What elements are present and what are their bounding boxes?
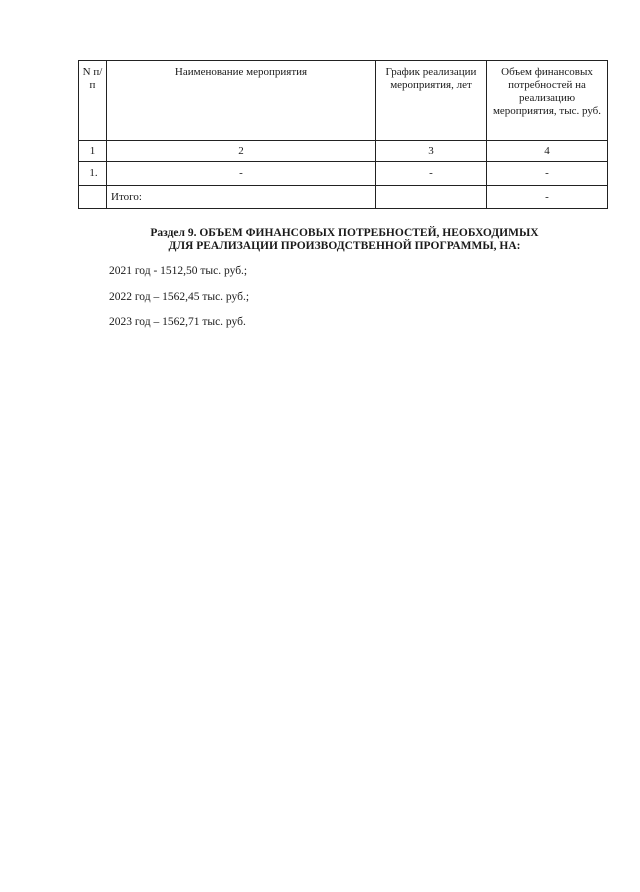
row-schedule-cell: - <box>376 162 487 186</box>
year-2023-line: 2023 год – 1562,71 тыс. руб. <box>109 316 246 328</box>
column-number-cell: 3 <box>376 141 487 162</box>
header-financial-volume: Объем финансовых потребностей на реализацию мероприятия, тыс. руб. <box>487 61 608 141</box>
total-empty-cell <box>376 186 487 209</box>
table-column-number-row <box>79 141 608 162</box>
table-row <box>79 162 608 186</box>
column-number-cell: 1 <box>79 141 107 162</box>
total-empty-cell <box>79 186 107 209</box>
financial-needs-table <box>78 60 608 209</box>
section-heading-line-1: Раздел 9. ОБЪЕМ ФИНАНСОВЫХ ПОТРЕБНОСТЕЙ, НЕОБХОДИМЫХ <box>150 227 539 239</box>
header-schedule: График реализации мероприятия, лет <box>376 61 487 141</box>
total-label: Итого: <box>107 186 376 209</box>
header-activity-name: Наименование мероприятия <box>107 61 376 141</box>
row-volume-cell: - <box>487 162 608 186</box>
section-heading-line-2: ДЛЯ РЕАЛИЗАЦИИ ПРОИЗВОДСТВЕННОЙ ПРОГРАММЫ, НА: <box>168 240 521 252</box>
header-number: N п/п <box>79 61 107 141</box>
column-number-cell: 4 <box>487 141 608 162</box>
year-2021-line: 2021 год - 1512,50 тыс. руб.; <box>109 265 248 277</box>
table-total-row <box>79 186 608 209</box>
column-number-cell: 2 <box>107 141 376 162</box>
row-number-cell: 1. <box>79 162 107 186</box>
year-2022-line: 2022 год – 1562,45 тыс. руб.; <box>109 291 250 303</box>
total-value: - <box>487 186 608 209</box>
section-heading <box>80 227 609 253</box>
table-header-row <box>79 61 608 141</box>
row-activity-cell: - <box>107 162 376 186</box>
